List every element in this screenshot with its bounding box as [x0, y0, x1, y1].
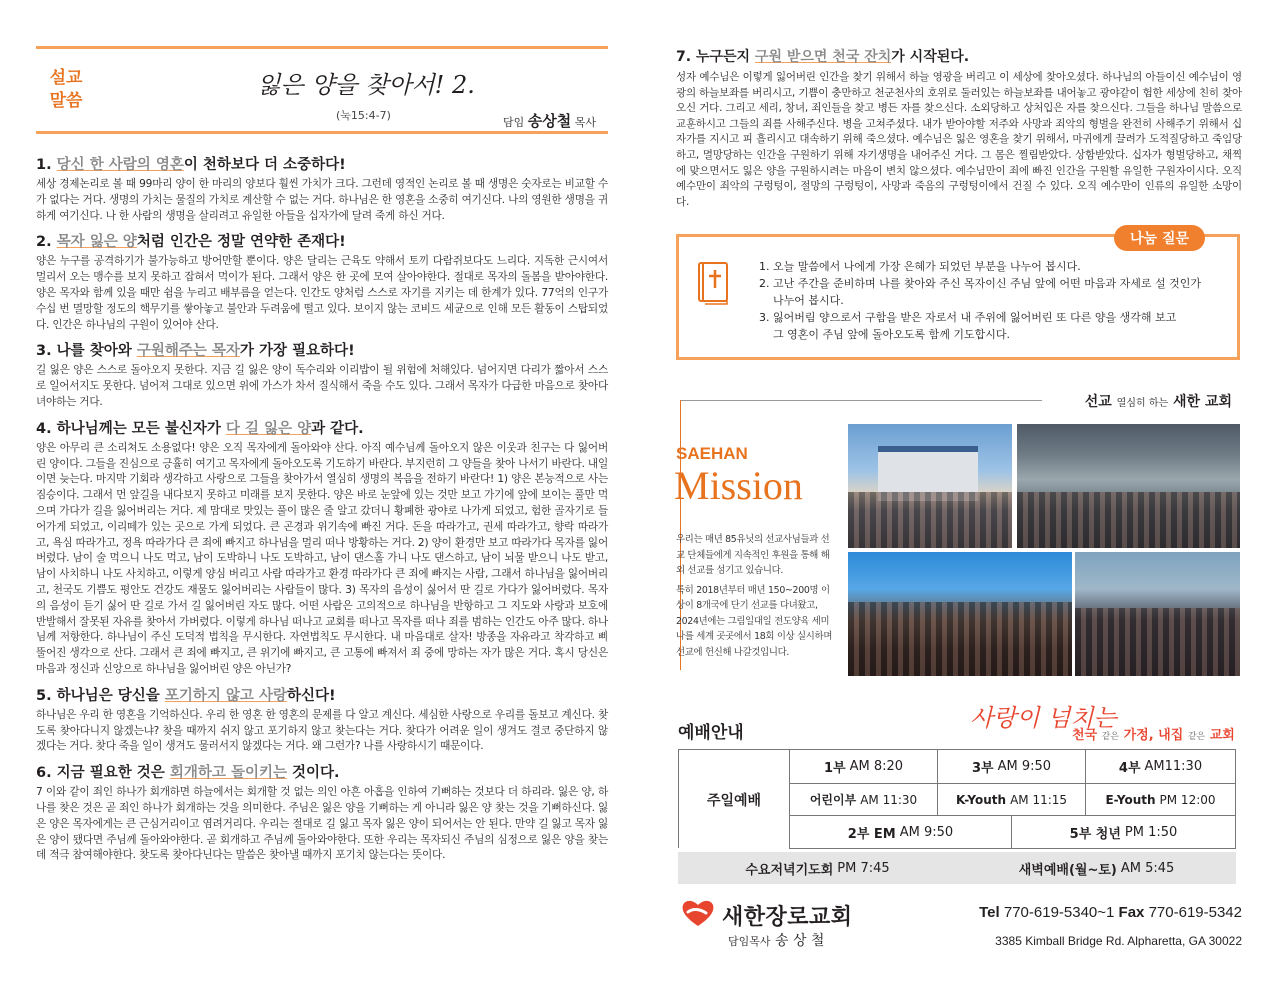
- mission-heading-b: 열심히 하는: [1116, 398, 1169, 409]
- section-heading: [36, 687, 608, 705]
- section-number: 1.: [36, 157, 52, 173]
- heading-pre: 하나님은 당신을: [56, 687, 165, 704]
- share-question-2-cont: 나누어 봅시다.: [773, 294, 844, 307]
- schedule-cell: 어린이부 AM 11:30: [790, 784, 938, 815]
- heart-logo-icon: [680, 898, 716, 928]
- sermon-section-5: [36, 687, 608, 755]
- share-question-2: 2. 고난 주간을 준비하며 나를 찾아와 주신 목자이신 주님 앞에 어떤 마음과 자세로 설 것인가: [759, 277, 1201, 290]
- schedule-row: [790, 816, 1236, 849]
- heading-highlight: 구원 받으면 천국 잔치: [754, 49, 892, 65]
- share-questions-list: [759, 259, 1201, 344]
- mission-rule: [680, 400, 1042, 401]
- section-body: 성자 예수님은 이렇게 잃어버린 인간을 찾기 위해서 하늘 영광을 버리고 이 세상에 찾아오셨다. 하나님의 아들이신 예수님이 영광의 하늘보좌를 버리시고, 기쁨이 충만하고 천군천사의 호위로 둘러있는 하늘보좌를 내어놓고 광야같이 험한 세상에 친히 찾아오신 거다. 그리고 세리, 창녀, 죄인들을 찾고 병든 자를 찾으신다. 소외당하고 상처입은 자를 찾으신다. 그들을 하나님 말씀으로 교훈하시고 그들의 죄를 사해주신다. 병을 고쳐주셨다. 내가 받아야할 저주와 사망과 죄악의 형벌을 완전히 사해주기 위해서 십자가를 지시고 피 흘리시고 대속하기 위해 죽으셨다. 예수님은 잃은 영혼을 찾기 위해서, 마귀에게 끌려가 도적질당하고 죽임당하고, 멸망당하는 인간을 구원하기 위해 자기생명을 내어주신 거다. 그 몸은 찔림받았다. 상함받았다. 십자가 형벌당하고, 채찍에 맞으면서도 잃은 양을 구원하시려는 마음이 변치 않으셨다. 예수님만이 죄에 빠진 인간을 구원할 유일한 구원자이시다. 오직 예수만이 죄악의 구렁텅이, 절망의 구렁텅이, 사망과 죽음의 구렁텅이에서 건질 수 있다. 오직 예수만이 인류의 유일한 소망이다.: [676, 71, 1242, 208]
- church-address: 3385 Kimball Bridge Rd. Alpharetta, GA 30022: [995, 934, 1242, 948]
- sermon-column: [36, 46, 608, 873]
- heading-highlight: 당신 한 사람의 영혼: [56, 157, 184, 173]
- pastor-role: 담임: [502, 116, 525, 129]
- sermon-tag: [44, 67, 88, 113]
- mission-heading: [1085, 391, 1232, 411]
- pastor-name: 송상철: [527, 112, 572, 130]
- weekday-worship-row: [678, 852, 1236, 884]
- contact-line: [979, 904, 1242, 921]
- mission-photo-group: [1075, 552, 1240, 676]
- heading-pre: 나를 찾아와: [56, 343, 137, 360]
- section-heading: [676, 46, 1242, 66]
- section-body: 길 잃은 양은 스스로 돌아오지 못한다. 지금 길 잃은 양이 독수리와 이리밥이 될 위험에 처해있다. 넘어지면 다리가 짧아서 스스로 일어서지도 못한다. 넘어져 그대로 있으면 위에 가스가 차서 질식해서 죽을 수도 있다. 그래서 목자가 다급한 마음으로 찾아다녀야하는 거다.: [36, 364, 608, 408]
- section-number: 2.: [36, 234, 52, 251]
- share-questions-badge: 나눔 질문: [1114, 225, 1205, 251]
- section-body: 7 이와 같이 죄인 하나가 회개하면 하늘에서는 회개할 것 없는 의인 아흔 아홉을 인하여 기뻐하는 것보다 더 하리라. 잃은 양, 하나를 찾은 것은 곧 죄인 하나가 회개하는 것을 의미한다. 주님은 잃은 양을 기뻐하는 게 아니라 잃은 양 찾는 것을 기뻐하신다. 잃은 양은 목자에게는 큰 근심거리이고 염려거리다. 우리는 절대로 길 잃고 목자 잃은 양이 되어서는 안 된다. 만약 길 잃고 목자 잃은 양이 됐다면 주님께 돌아와야한다. 곧 회개하고 주님께 돌아와야한다. 또한 우리는 목자되신 주님의 심정으로 잃은 양을 찾는데 적극 참여해야한다. 찾도록 찾아다닌다는 말씀은 찾아낼 때까지 포기치 않는다는 뜻이다.: [36, 786, 608, 862]
- worship-schedule-table: [678, 749, 1236, 848]
- heading-pre: 누구든지: [695, 49, 755, 65]
- slogan-e: 교회: [1209, 728, 1235, 743]
- header-rule: [36, 131, 608, 134]
- section-heading: [36, 342, 608, 360]
- share-questions-box: [676, 231, 1240, 360]
- mission-description: [676, 532, 836, 664]
- section-heading: [36, 420, 608, 438]
- church-name: 새한장로교회: [722, 905, 853, 930]
- schedule-row: [790, 750, 1236, 784]
- bible-icon: [697, 261, 731, 305]
- section-number: 7.: [676, 49, 692, 65]
- mission-header: [676, 391, 1242, 411]
- schedule-cell: 4부 AM11:30: [1086, 750, 1236, 783]
- church-pastor-label: 담임목사: [728, 935, 771, 948]
- mission-photo-hall: [1017, 424, 1240, 548]
- mission-photo-building: [848, 424, 1012, 548]
- church-pastor: [728, 930, 824, 950]
- mission-heading-c: 새한 교회: [1173, 394, 1232, 410]
- sunday-worship-label: 주일예배: [679, 750, 790, 849]
- wednesday-prayer: 수요저녁기도회 PM 7:45: [745, 860, 890, 878]
- section-body: 양은 아무리 큰 소리쳐도 소용없다! 양은 오직 목자에게 돌아와야 산다. 아직 예수님께 돌아오지 않은 이웃과 친구는 다 잃어버린 양이다. 그들을 진심으로 긍휼히 여기고 목자에게 돌아오도록 기도하기 바란다. 부지런히 그 양들을 찾아 나서기 바란다. 내일이면 늦는다. 마지막 기회라 생각하고 사랑으로 그들을 찾아가서 열심히 생명의 복음을 전하기 바란다! 1) 양은 본능적으로 사는 짐승이다. 그래서 먼 앞길을 내다보지 못하고 미래를 보지 못한다. 양은 바로 눈앞에 있는 것만 보고 가기에 앞에 보이는 풀만 먹으며 가다가 길을 잃어버리는 거다. 제 맘대로 맛있는 풀이 많은 줄 알고 갔더니 황폐한 광야로 나가게 되었고, 험한 골자기로 들어가게 되었고, 이리떼가 있는 곳으로 가게 되었다. 큰 곤경과 위기속에 빠진 거다. 돈을 따라가고, 권세 따라가고, 향락 따라가고, 욕심 따라가고, 정욕 따라가다 큰 죄에 빠지고 하나님을 멀리 떠나 방황하는 거다. 2) 양이 환경만 보고 따라가다 목자를 잃어버렸다. 남이 술 먹으니 나도 먹고, 남이 도박하니 나도 도박하고, 남이 댄스홀 가니 나도 댄스하고, 남이 뇌물 받으니 나도 받고, 남이 사치하니 나도 사치하고, 이렇게 양심 버리고 사람 따라가고 환경 따라가다 큰 죄에 빠지는 사람, 그래서 하나님을 잃어버리고, 천국도 기쁨도 평안도 건강도 재물도 잃어버리는 사람들이 많다. 3) 목자의 음성이 싫어서 딴 길로 가다가 잃어버렸다. 목자의 음성이 듣기 싫어 딴 길로 가서 길 잃어버린 자도 많다. 어떤 사람은 고의적으로 하나님을 반항하고 그 지도와 사랑과 보호에 반발해서 잘못된 자유를 찾아서 가버렸다. 이렇게 하나님 떠나고 교회를 떠나고 목자를 떠나 죄를 범하는 인간도 아주 많다. 하나님께 저항한다. 하나님이 주신 도덕적 법칙을 무시한다. 자연법칙도 무시한다. 내 마음대로 살자! 방종을 자유라고 착각하고 삐뚤어진 생각으로 산다. 그래서 큰 죄에 빠지고, 큰 위기에 빠지고, 큰 고통에 빠져서 죄 중에 망하는 자가 많은 거다. 혹시 당신은 마음과 정신과 신앙으로 하나님을 잃어버린 양은 아닌가?: [36, 441, 608, 675]
- fax-number: 770-619-5342: [1148, 904, 1242, 921]
- sermon-section-6: [36, 764, 608, 864]
- heading-post: 것이다.: [286, 765, 340, 782]
- sermon-tag-line1: 설교: [49, 68, 83, 88]
- section-heading: [36, 156, 608, 174]
- schedule-cell: E-Youth PM 12:00: [1086, 784, 1236, 815]
- section-number: 4.: [36, 420, 52, 437]
- section-number: 5.: [36, 687, 52, 704]
- heading-highlight: 포기하지 않고 사랑: [164, 687, 287, 704]
- pastor-byline: [503, 110, 596, 131]
- heading-highlight: 목자 잃은 양: [56, 234, 137, 251]
- slogan-b: 같은: [1101, 732, 1120, 742]
- heading-post: 가 가장 필요하다!: [239, 343, 355, 360]
- section-body: 양은 누구를 공격하기가 불가능하고 방어만할 뿐이다. 양은 달리는 근육도 약해서 토끼 다람쥐보다도 느리다. 지독한 근시여서 멀리서 오는 맹수를 보지 못하고 잡혀서 먹이가 된다. 그래서 양은 한 곳에 모여 살아야한다. 절대로 목자의 돌봄을 받아야한다. 양은 목자와 함께 있을 때만 쉼을 누리고 배부름을 얻는다. 인간도 양처럼 스스로 자기를 지키는 데 한계가 있다. 77억의 인구가 수십 번 멸망할 정도의 핵무기를 쌓아놓고 불안과 두려움에 떨고 있다. 보이지 않는 코비드 세균으로 인해 모든 활동이 스탑되었다. 인간은 하나님의 구원이 있어야 산다.: [36, 255, 608, 331]
- tel-number: 770-619-5340~1: [1003, 904, 1115, 921]
- sermon-title: 잃은 양을 찾아서! 2.: [257, 71, 475, 99]
- section-heading: [36, 233, 608, 251]
- right-column: [674, 46, 1242, 949]
- mission-photo-children: [848, 552, 1072, 676]
- dawn-worship: 새벽예배(월~토) AM 5:45: [1018, 860, 1175, 878]
- scripture-ref: (눅15:4-7): [336, 109, 391, 122]
- section-body: 세상 경제논리로 볼 때 99마리 양이 한 마리의 양보다 훨씬 가치가 크다. 그런데 영적인 논리로 볼 때 생명은 숫자로는 비교할 수가 없다는 거다. 생명의 가치는 물질의 가치로 계산할 수 없는 거다. 하나님은 한 영혼을 소중히 여기신다. 나의 영원한 생명을 귀하게 여기신다. 나 한 사람의 생명을 살리려고 유일한 아들을 십자가에 달려 죽게 하신 거다.: [36, 178, 608, 222]
- mission-text-1: 우리는 매년 85유닛의 선교사님들과 선교 단체들에게 지속적인 후원을 통해 해외 선교를 섬기고 있습니다.: [676, 534, 830, 576]
- heading-post: 이 천하보다 더 소중하다!: [183, 157, 346, 173]
- schedule-row: [790, 784, 1236, 816]
- slogan-a: 천국: [1072, 728, 1098, 743]
- sermon-section-2: [36, 233, 608, 333]
- share-question-3: 3. 잃어버림 양으로서 구함을 받은 자로서 내 주위에 잃어버린 또 다른 양을 생각해 보고: [759, 311, 1177, 324]
- sermon-header: [36, 49, 608, 131]
- section-number: 3.: [36, 343, 52, 360]
- sermon-section-4: [36, 420, 608, 678]
- pastor-title: 목사: [574, 116, 596, 129]
- schedule-cell: 5부 청년 PM 1:50: [1012, 816, 1236, 848]
- heading-post: 가 시작된다.: [891, 49, 970, 65]
- schedule-cell: 3부 AM 9:50: [938, 750, 1086, 783]
- mission-logo-main: Mission: [674, 463, 803, 508]
- slogan-d: 같은: [1187, 732, 1206, 742]
- slogan-sub: [1072, 724, 1235, 743]
- heading-post: 하신다!: [286, 687, 336, 704]
- church-pastor-name: 송 상 철: [774, 933, 825, 949]
- fax-label: Fax: [1118, 904, 1145, 921]
- share-question-1: 1. 오늘 말씀에서 나에게 가장 은혜가 되었던 부분을 나누어 봅시다.: [759, 260, 1081, 273]
- heading-highlight: 구원해주는 목자: [136, 343, 240, 360]
- slogan-c: 가정, 내집: [1123, 728, 1184, 743]
- mission-heading-a: 선교: [1084, 394, 1112, 410]
- heading-post: 과 같다.: [311, 420, 364, 437]
- schedule-cell: 2부 EM AM 9:50: [790, 816, 1012, 848]
- section-heading: [36, 764, 608, 782]
- sermon-section-3: [36, 342, 608, 410]
- heading-post: 처럼 인간은 정말 연약한 존재다!: [136, 234, 346, 251]
- tel-label: Tel: [979, 904, 1000, 921]
- schedule-cell: 1부 AM 8:20: [790, 750, 938, 783]
- schedule-cell: K-Youth AM 11:15: [938, 784, 1086, 815]
- mission-logo-top: SAEHAN: [676, 444, 748, 463]
- worship-title: 예배안내: [678, 723, 744, 743]
- slogan-script: 사랑이 넘치는: [970, 704, 1117, 732]
- heading-highlight: 다 길 잃은 양: [225, 420, 312, 437]
- sermon-section-1: [36, 156, 608, 224]
- sermon-section-7: [676, 46, 1242, 210]
- sermon-sections: [36, 156, 608, 864]
- sermon-tag-line2: 말씀: [49, 91, 83, 111]
- section-number: 6.: [36, 765, 52, 782]
- heading-pre: 하나님께는 모든 불신자가: [56, 420, 226, 437]
- heading-pre: 지금 필요한 것은: [56, 765, 170, 782]
- section-body: 하나님은 우리 한 영혼을 기억하신다. 우리 한 영혼 한 영혼의 문제를 다 알고 계신다. 세심한 사랑으로 우리를 돌보고 계신다. 찾도록 찾아다니지 않겠는냐? 찾을 때까지 쉬지 않고 포기하지 않고 찾는다는 거다. 찾다가 어려운 일이 생겨도 결코 중단하지 않겠다는 거다. 찾다 죽을 일이 생겨도 물러서지 않겠다는 거다. 왜 그런가? 나를 사랑하시기 때문이다.: [36, 708, 608, 753]
- mission-text-2: 특히 2018년부터 매년 150~200명 이상이 8개국에 단기 선교를 다녀왔고, 2024년에는 그림일대일 전도양육 세미나를 세계 곳곳에서 18회 이상 실시하며 선교에 헌신해 나갈것입니다.: [676, 584, 833, 658]
- share-question-3-cont: 그 영혼이 주님 앞에 돌아오도록 함께 기도합시다.: [773, 328, 1010, 341]
- heading-highlight: 회개하고 돌이키는: [169, 765, 287, 782]
